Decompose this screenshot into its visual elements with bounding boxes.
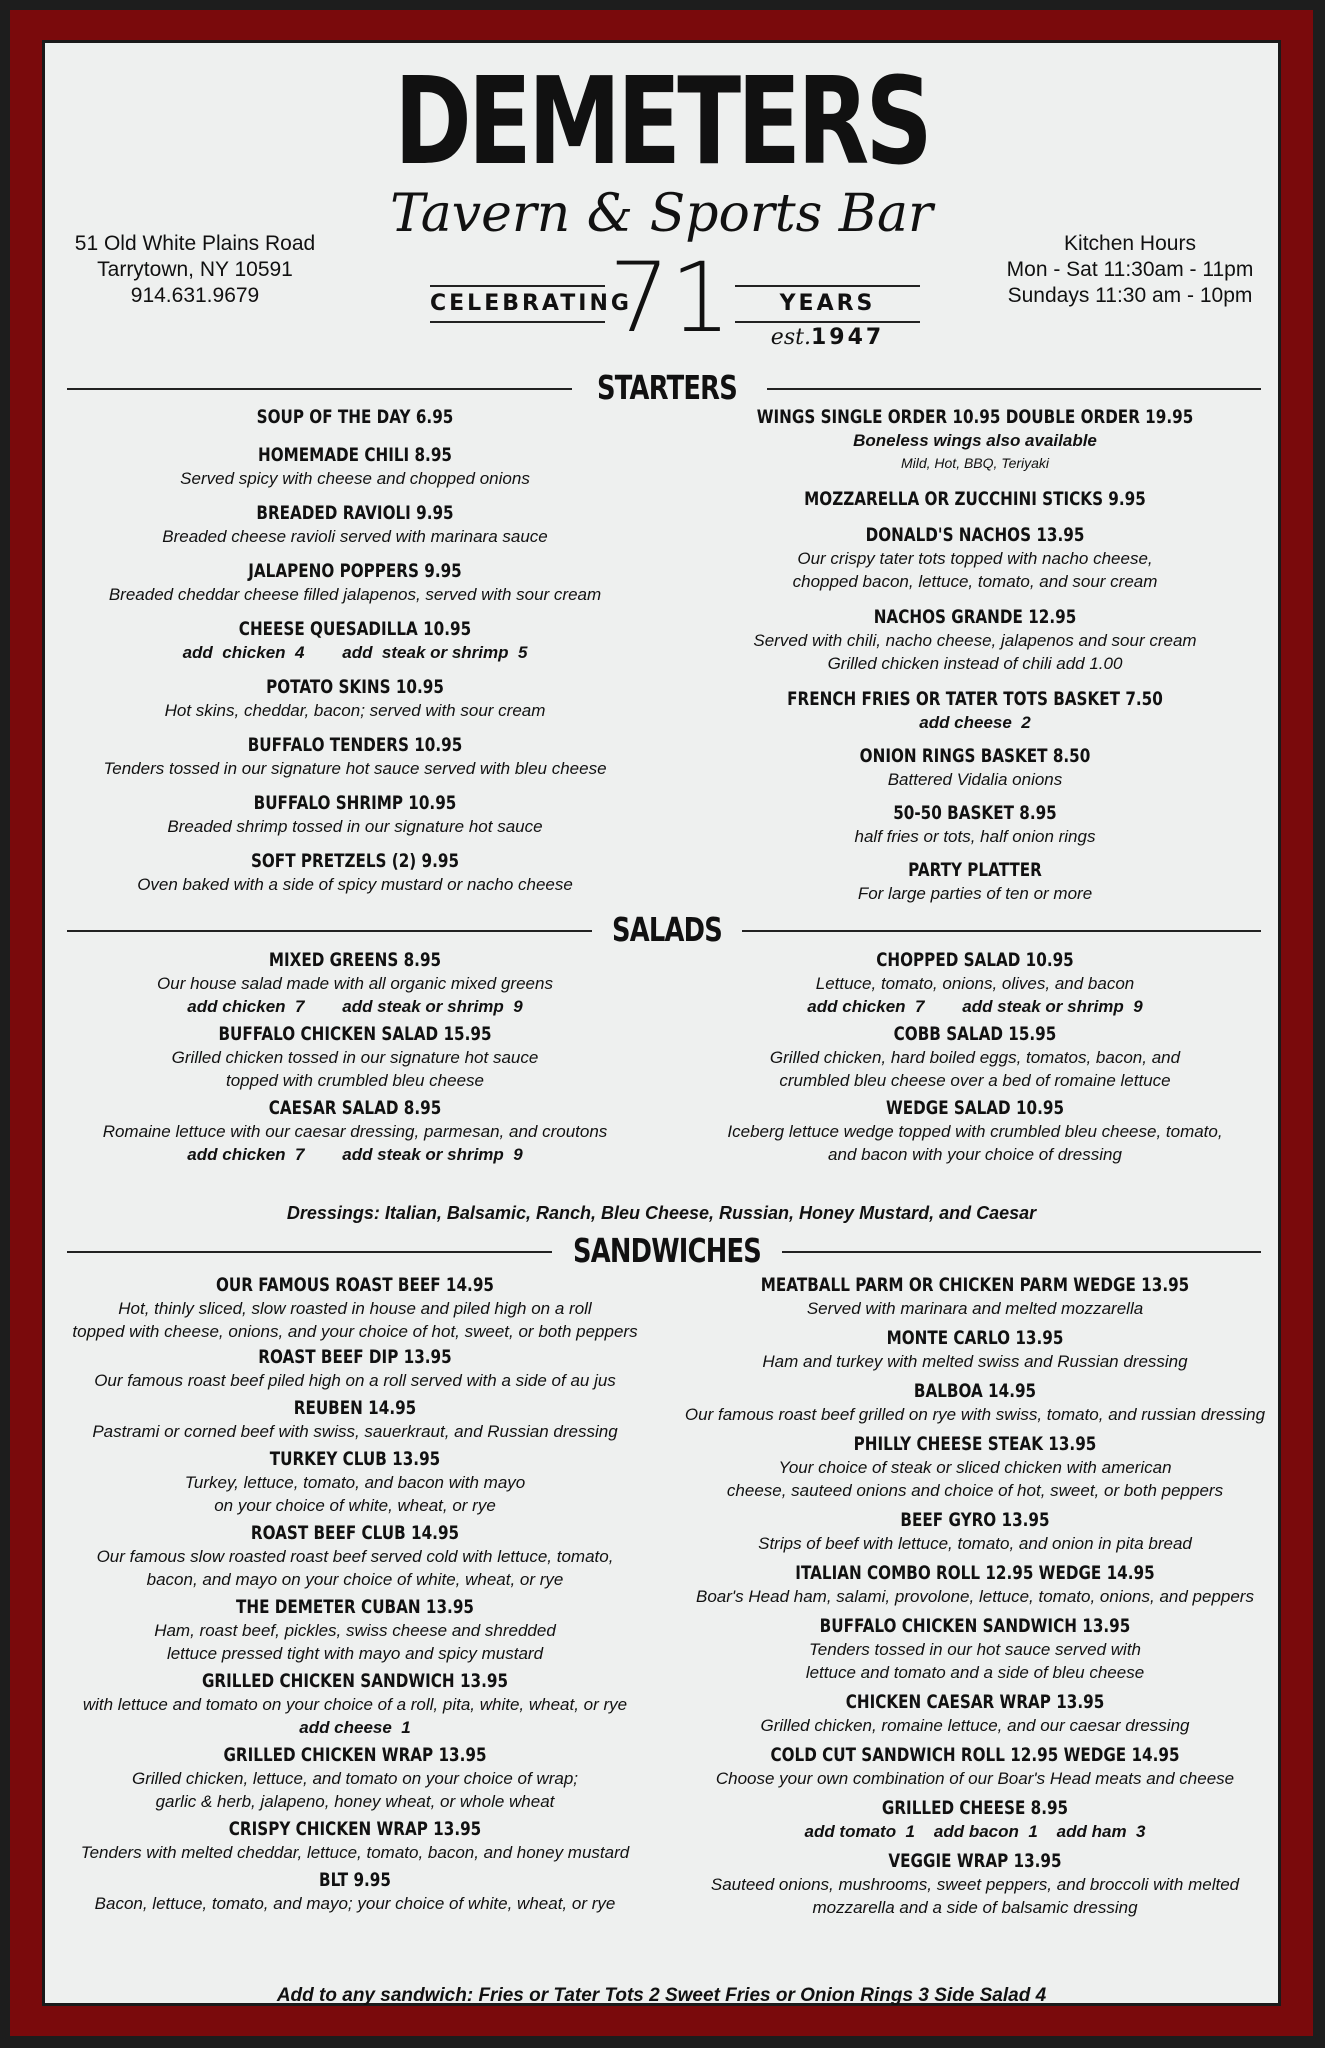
section-title: SALADS xyxy=(611,910,723,949)
starters-left-column xyxy=(75,405,635,896)
menu-item: VEGGIE WRAP 13.95 Sauteed onions, mushrooms, sweet peppers, and broccoli with melted mozzarella and a side of balsamic dressing xyxy=(710,1850,1240,1917)
menu-item: MONTE CARLO 13.95 Ham and turkey with melted swiss and Russian dressing xyxy=(762,1327,1188,1371)
menu-item: WINGS SINGLE ORDER 10.95 DOUBLE ORDER 19.95 Boneless wings also available Mild, Hot, BBQ, Teriyaki xyxy=(756,406,1194,471)
menu-item: BLT 9.95 Bacon, lettuce, tomato, and mayo; your choice of white, wheat, or rye xyxy=(94,1869,616,1913)
menu-item: CHEESE QUESADILLA 10.95 add chicken 4 add steak or shrimp 5 xyxy=(182,618,528,662)
menu-item: SOFT PRETZELS (2) 9.95 Oven baked with a side of spicy mustard or nacho cheese xyxy=(137,850,573,894)
menu-item: BUFFALO CHICKEN SALAD 15.95 Grilled chicken tossed in our signature hot sauce topped with crumbled bleu cheese xyxy=(171,1023,539,1090)
salads-left-column xyxy=(75,948,635,1166)
menu-item: CHICKEN CAESAR WRAP 13.95 Grilled chicken, romaine lettuce, and our caesar dressing xyxy=(760,1691,1190,1735)
sandwiches-right-column xyxy=(675,1273,1275,1919)
menu-item: NACHOS GRANDE 12.95 Served with chili, nacho cheese, jalapenos and sour cream Grilled chicken instead of chili add 1.00 xyxy=(753,606,1197,673)
anniversary-banner xyxy=(430,242,910,358)
menu-item: BUFFALO SHRIMP 10.95 Breaded shrimp tossed in our signature hot sauce xyxy=(167,792,543,836)
hours-line: Sundays 11:30 am - 10pm xyxy=(1007,284,1253,307)
salads-right-column xyxy=(685,948,1265,1166)
anniversary-number: 71 xyxy=(608,242,732,354)
menu-item: SOUP OF THE DAY 6.95 xyxy=(256,406,454,428)
hours-title: Kitchen Hours xyxy=(1064,232,1196,255)
brand-name: DEMETERS xyxy=(394,53,929,192)
address-line: 51 Old White Plains Road xyxy=(74,232,316,255)
menu-item: JALAPENO POPPERS 9.95 Breaded cheddar cheese filled jalapenos, served with sour cream xyxy=(108,560,602,604)
menu-item: BALBOA 14.95 Our famous roast beef grilled on rye with swiss, tomato, and russian dressing xyxy=(684,1380,1266,1424)
menu-item: DONALD'S NACHOS 13.95 Our crispy tater tots topped with nacho cheese, chopped bacon, lettuce, tomato, and sour cream xyxy=(792,524,1158,591)
menu-page xyxy=(42,40,1281,2006)
menu-item: GRILLED CHEESE 8.95 add tomato 1 add bacon 1 add ham 3 xyxy=(804,1797,1146,1841)
sandwiches-heading xyxy=(67,1231,1261,1271)
menu-item: COBB SALAD 15.95 Grilled chicken, hard boiled eggs, tomatos, bacon, and crumbled bleu cheese over a bed of romaine lettuce xyxy=(769,1023,1181,1090)
menu-item: CAESAR SALAD 8.95 Romaine lettuce with our caesar dressing, parmesan, and croutons add chicken 7 add steak or shrimp 9 xyxy=(102,1097,608,1164)
menu-item: 50-50 BASKET 8.95 half fries or tots, half onion rings xyxy=(854,802,1096,846)
kitchen-hours xyxy=(990,231,1270,309)
address-line: Tarrytown, NY 10591 xyxy=(97,258,293,281)
menu-item: BUFFALO CHICKEN SANDWICH 13.95 Tenders tossed in our hot sauce served with lettuce and tomato and a side of bleu cheese xyxy=(805,1615,1145,1682)
menu-item: THE DEMETER CUBAN 13.95 Ham, roast beef, pickles, swiss cheese and shredded lettuce pressed tight with mayo and spicy mustard xyxy=(154,1596,556,1663)
menu-item: BEEF GYRO 13.95 Strips of beef with lettuce, tomato, and onion in pita bread xyxy=(758,1509,1192,1553)
dressings-note: Dressings: Italian, Balsamic, Ranch, Bleu Cheese, Russian, Honey Mustard, and Caesar xyxy=(286,1203,1037,1223)
sandwich-sides-note: Add to any sandwich: Fries or Tater Tots 2 Sweet Fries or Onion Rings 3 Side Salad 4 xyxy=(276,1985,1047,2006)
address-block xyxy=(65,231,325,309)
menu-item: COLD CUT SANDWICH ROLL 12.95 WEDGE 14.95 Choose your own combination of our Boar's Head meats and cheese xyxy=(715,1744,1235,1788)
menu-item: GRILLED CHICKEN WRAP 13.95 Grilled chicken, lettuce, and tomato on your choice of wrap; garlic & herb, jalapeno, honey wheat, or whole wheat xyxy=(131,1744,578,1811)
menu-item: BREADED RAVIOLI 9.95 Breaded cheese ravioli served with marinara sauce xyxy=(162,502,548,546)
menu-item: ROAST BEEF CLUB 14.95 Our famous slow roasted roast beef served cold with lettuce, tomato, bacon, and mayo on your choice of white, wheat, or rye xyxy=(96,1522,614,1589)
menu-item: GRILLED CHICKEN SANDWICH 13.95 with lettuce and tomato on your choice of a roll, pita, white, wheat, or rye add cheese 1 xyxy=(82,1670,628,1737)
menu-item: PHILLY CHEESE STEAK 13.95 Your choice of steak or sliced chicken with american cheese, sauteed onions and choice of hot, sweet, or both peppers xyxy=(726,1433,1224,1500)
salads-heading xyxy=(67,910,1261,950)
section-title: STARTERS xyxy=(597,368,737,407)
menu-item: FRENCH FRIES OR TATER TOTS BASKET 7.50 add cheese 2 xyxy=(787,688,1163,732)
menu-item: HOMEMADE CHILI 8.95 Served spicy with cheese and chopped onions xyxy=(180,444,530,488)
sandwiches-left-column xyxy=(65,1273,645,1915)
menu-item: PARTY PLATTER For large parties of ten or more xyxy=(857,859,1093,903)
starters-heading xyxy=(67,368,1261,408)
menu-border xyxy=(10,10,1313,2036)
menu-item: ITALIAN COMBO ROLL 12.95 WEDGE 14.95 Boar's Head ham, salami, provolone, lettuce, tomato, onions, and peppers xyxy=(696,1562,1254,1606)
menu-item: ONION RINGS BASKET 8.50 Battered Vidalia onions xyxy=(859,745,1091,789)
menu-item: MOZZARELLA OR ZUCCHINI STICKS 9.95 xyxy=(804,488,1146,510)
menu-item: MIXED GREENS 8.95 Our house salad made with all organic mixed greens add chicken 7 add steak or shrimp 9 xyxy=(157,949,553,1016)
phone-number: 914.631.9679 xyxy=(130,284,260,307)
menu-item: MEATBALL PARM OR CHICKEN PARM WEDGE 13.95 Served with marinara and melted mozzarella xyxy=(760,1274,1190,1318)
section-title: SANDWICHES xyxy=(572,1231,762,1270)
hours-line: Mon - Sat 11:30am - 11pm xyxy=(1006,258,1254,281)
menu-item: ROAST BEEF DIP 13.95 Our famous roast beef piled high on a roll served with a side of au jus xyxy=(94,1346,616,1390)
celebrating-label: CELEBRATING xyxy=(430,285,605,323)
menu-item: BUFFALO TENDERS 10.95 Tenders tossed in our signature hot sauce served with bleu cheese xyxy=(103,734,607,778)
years-label: YEARS est.1947 xyxy=(735,285,920,323)
menu-item: POTATO SKINS 10.95 Hot skins, cheddar, bacon; served with sour cream xyxy=(164,676,546,720)
menu-item: WEDGE SALAD 10.95 Iceberg lettuce wedge topped with crumbled bleu cheese, tomato, and bacon with your choice of dressing xyxy=(727,1097,1223,1164)
menu-item: CRISPY CHICKEN WRAP 13.95 Tenders with melted cheddar, lettuce, tomato, bacon, and honey mustard xyxy=(80,1818,630,1862)
brand-tagline: Tavern & Sports Bar xyxy=(390,184,933,244)
menu-item: CHOPPED SALAD 10.95 Lettuce, tomato, onions, olives, and bacon add chicken 7 add steak or shrimp 9 xyxy=(807,949,1143,1016)
menu-item: TURKEY CLUB 13.95 Turkey, lettuce, tomato, and bacon with mayo on your choice of white, wheat, or rye xyxy=(184,1448,526,1515)
starters-right-column xyxy=(685,405,1265,905)
menu-item: OUR FAMOUS ROAST BEEF 14.95 Hot, thinly sliced, slow roasted in house and piled high on a roll topped with cheese, onions, and your choice of hot, sweet, or both peppers xyxy=(72,1274,638,1341)
menu-item: REUBEN 14.95 Pastrami or corned beef with swiss, sauerkraut, and Russian dressing xyxy=(92,1397,618,1441)
